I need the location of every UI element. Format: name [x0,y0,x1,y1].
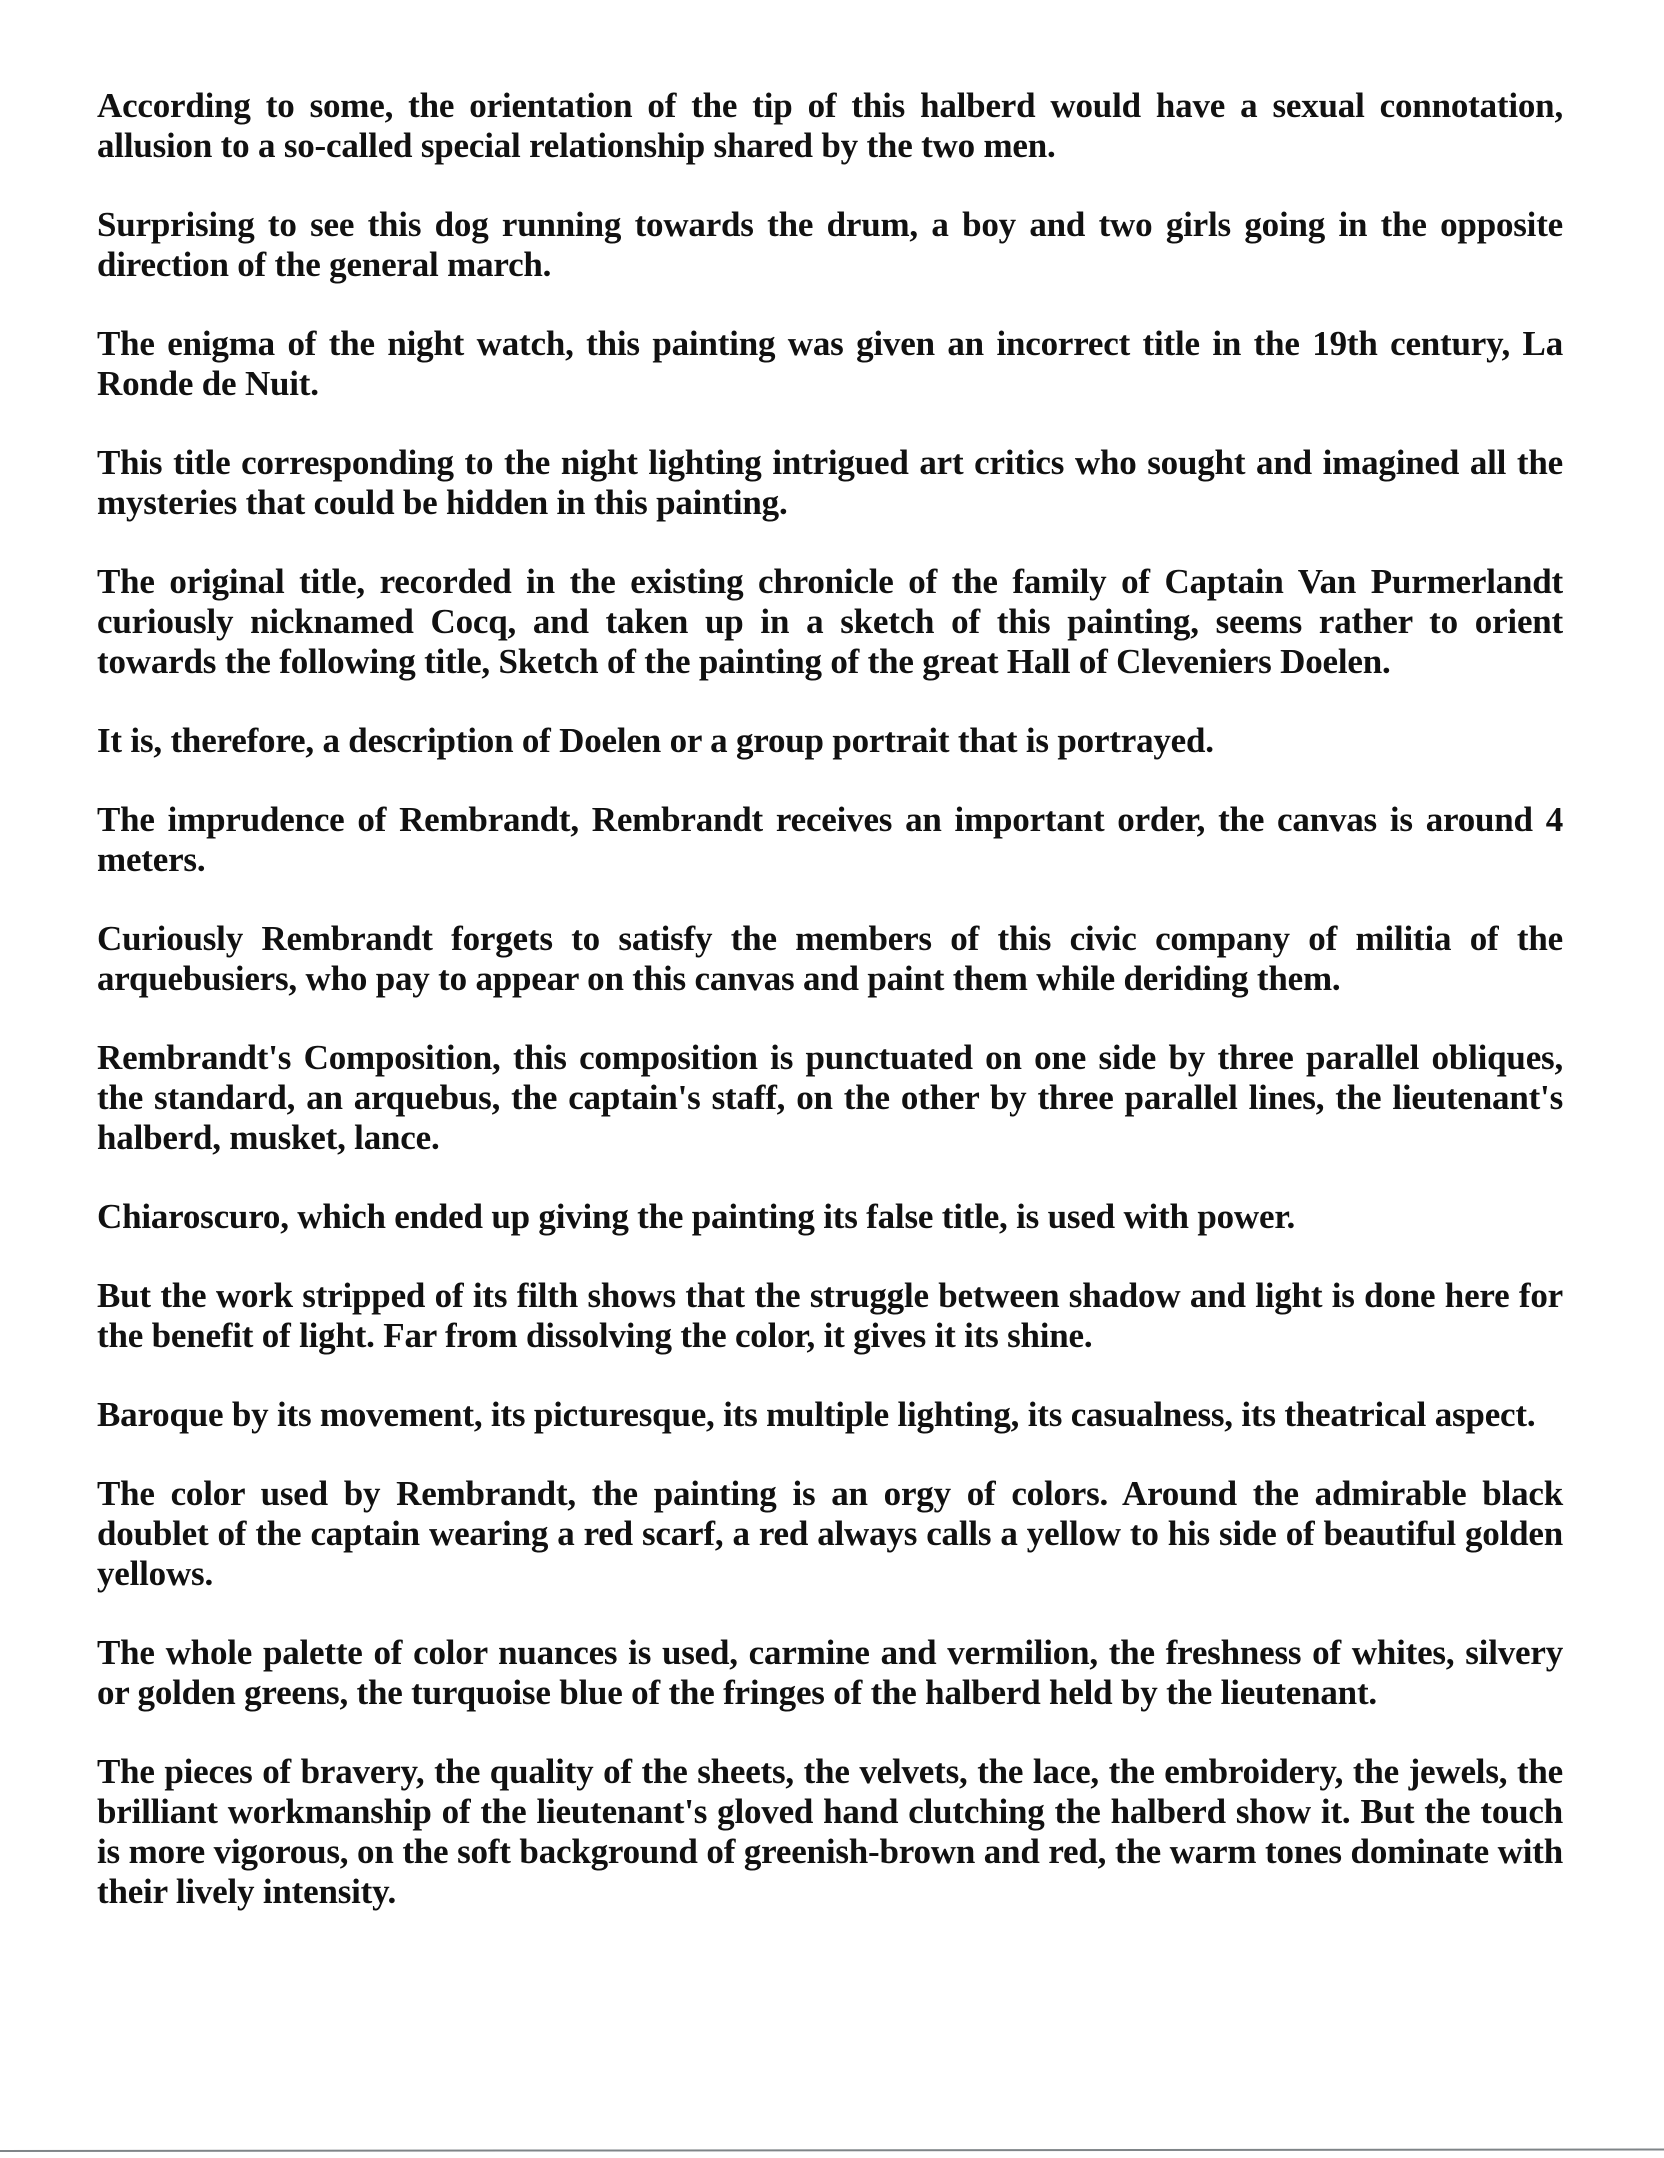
paragraph-chiaroscuro: Chiaroscuro, which ended up giving the painting its false title, is used with power. [97,1197,1295,1236]
paragraph-halberd-orientation: According to some, the orientation of the tip of this halberd would have a sexual connotation, allusion to a so-called special relationship shared by the two men. [97,86,1563,165]
paragraph-color-used: The color used by Rembrandt, the painting is an orgy of colors. Around the admirable black doublet of the captain wearing a red scarf, a red always calls a yellow to his side of beautiful golden yellows. [97,1474,1563,1593]
paragraph-baroque: Baroque by its movement, its picturesque, its multiple lighting, its casualness, its theatrical aspect. [97,1395,1536,1434]
paragraph-dog-running: Surprising to see this dog running towards the drum, a boy and two girls going in the opposite direction of the general march. [97,205,1563,284]
paragraph-description-doelen: It is, therefore, a description of Doelen or a group portrait that is portrayed. [97,721,1214,760]
paragraph-title-night-lighting: This title corresponding to the night lighting intrigued art critics who sought and imagined all the mysteries that could be hidden in this painting. [97,443,1563,522]
paragraph-imprudence: The imprudence of Rembrandt, Rembrandt receives an important order, the canvas is around 4 meters. [97,800,1563,879]
paragraph-palette: The whole palette of color nuances is used, carmine and vermilion, the freshness of whites, silvery or golden greens, the turquoise blue of the fringes of the halberd held by the lieutenant. [97,1633,1563,1712]
bottom-divider [0,2149,1664,2152]
paragraph-composition: Rembrandt's Composition, this composition is punctuated on one side by three parallel obliques, the standard, an arquebus, the captain's staff, on the other by three parallel lines, the lieutenant's halberd, musket, lance. [97,1038,1563,1157]
paragraph-pieces-of-bravery: The pieces of bravery, the quality of the sheets, the velvets, the lace, the embroidery, the jewels, the brilliant workmanship of the lieutenant's gloved hand clutching the halberd show it. But the touch is more vigorous, on the soft background of greenish-brown and red, the warm tones dominate with their lively intensity. [97,1752,1563,1911]
paragraph-original-title: The original title, recorded in the existing chronicle of the family of Captain Van Purmerlandt curiously nicknamed Cocq, and taken up in a sketch of this painting, seems rather to orient towards the following title, Sketch of the painting of the great Hall of Cleveniers Doelen. [97,562,1563,681]
paragraph-enigma-night-watch: The enigma of the night watch, this painting was given an incorrect title in the 19th century, La Ronde de Nuit. [97,324,1563,403]
paragraph-curiously-rembrandt: Curiously Rembrandt forgets to satisfy the members of this civic company of militia of the arquebusiers, who pay to appear on this canvas and paint them while deriding them. [97,919,1563,998]
document-body [97,86,1563,1912]
paragraph-shadow-and-light: But the work stripped of its filth shows that the struggle between shadow and light is done here for the benefit of light. Far from dissolving the color, it gives it its shine. [97,1276,1563,1355]
